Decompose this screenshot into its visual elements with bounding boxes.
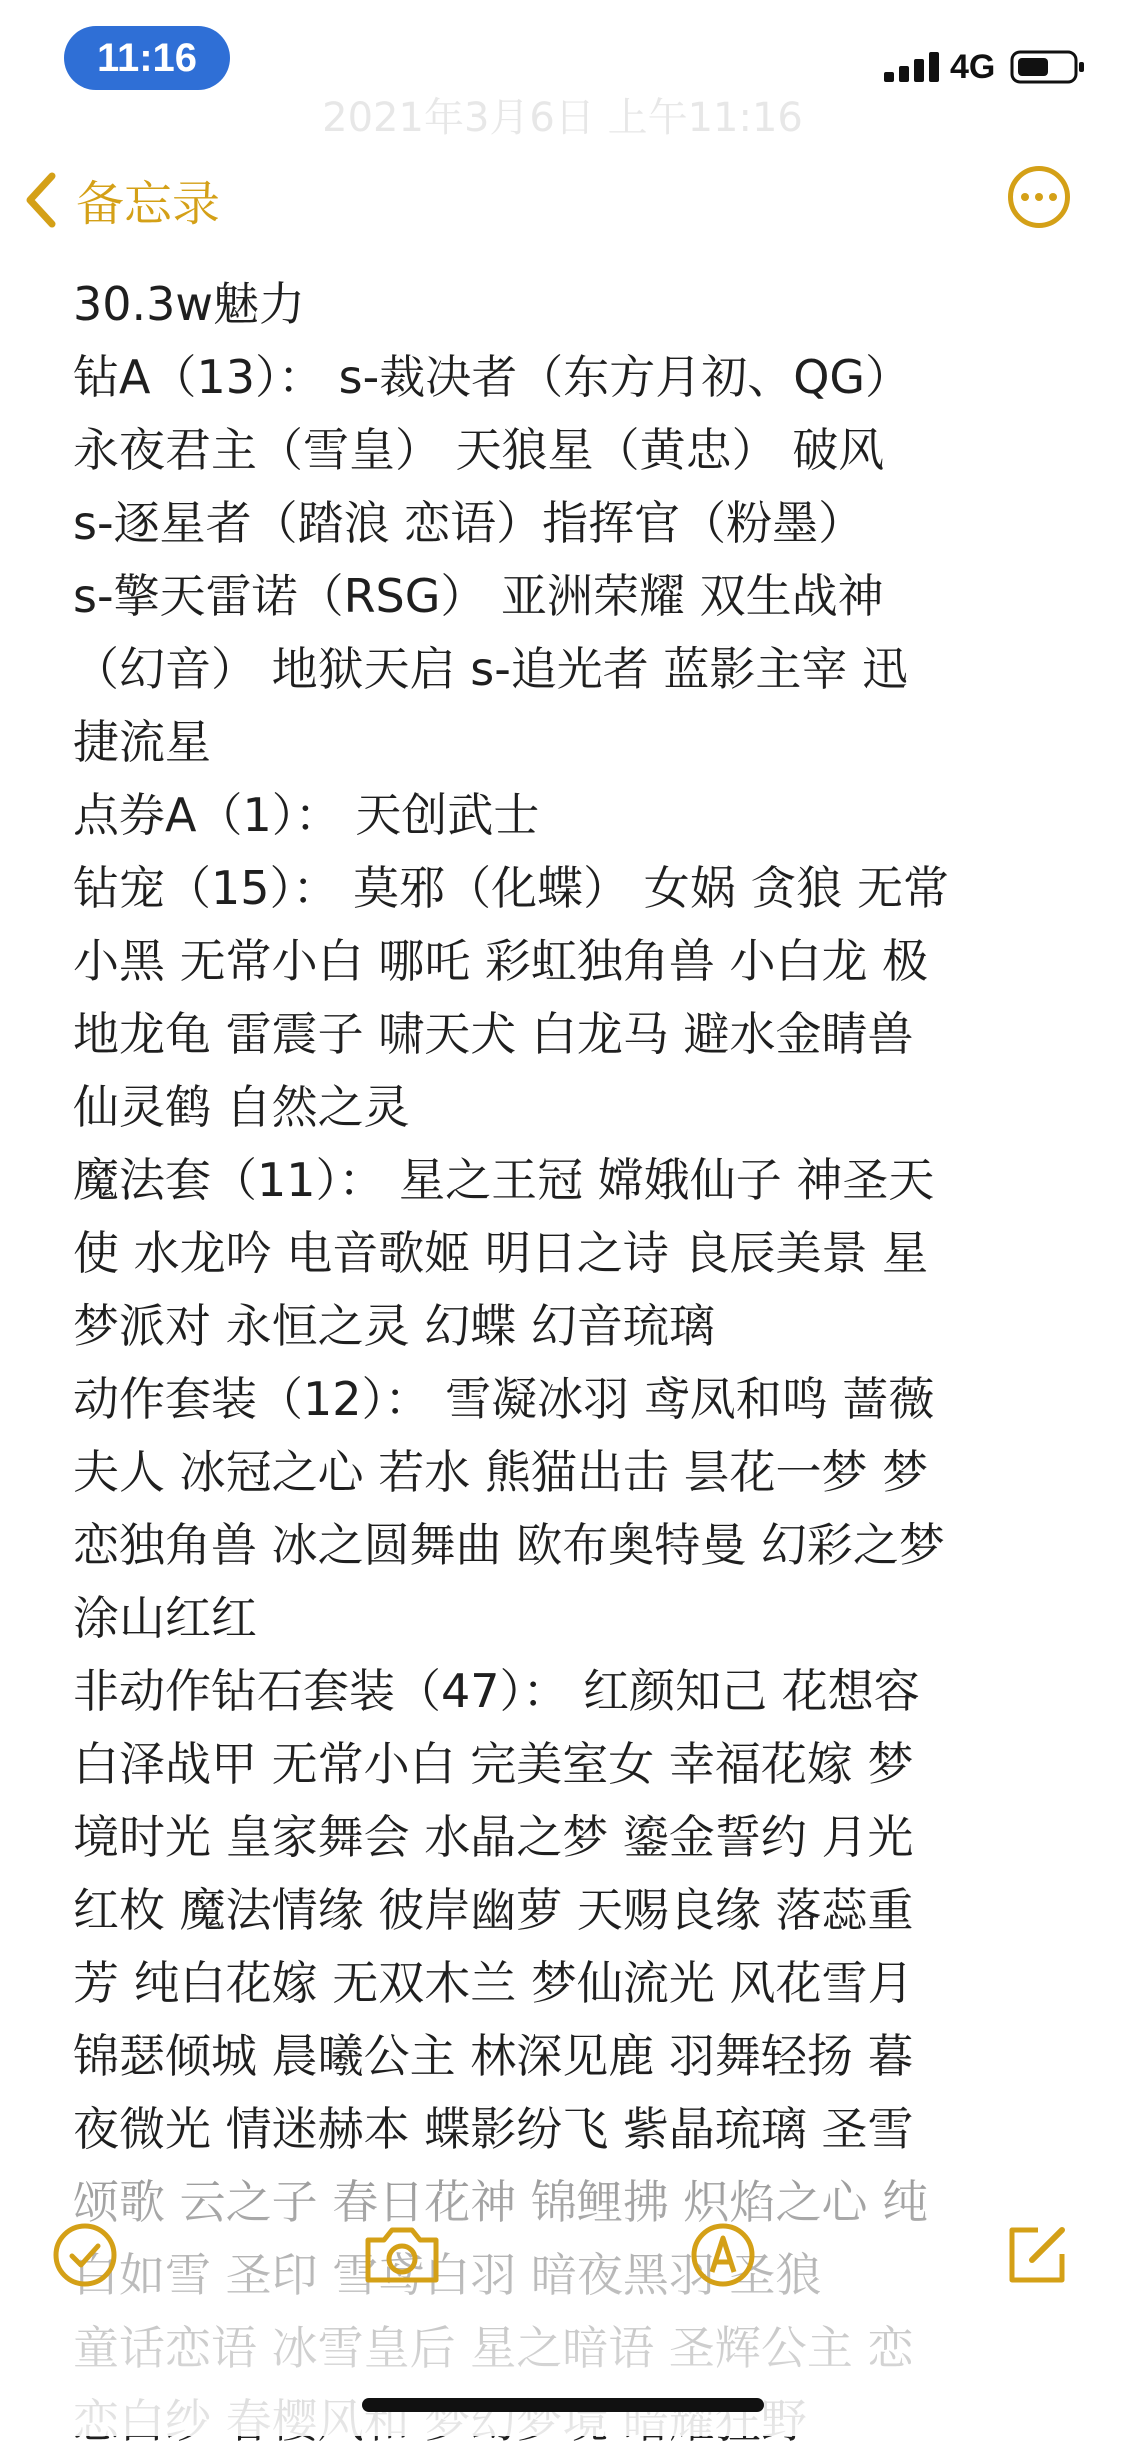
network-type: 4G xyxy=(950,48,996,86)
note-line: 仙灵鹤 自然之灵 xyxy=(73,1080,410,1134)
cellular-signal-icon xyxy=(884,50,956,82)
chevron-left-icon xyxy=(24,171,58,229)
note-line: 使 水龙吟 电音歌姬 明日之诗 良辰美景 星 xyxy=(73,1226,929,1280)
compose-icon[interactable] xyxy=(1004,2222,1070,2288)
status-time[interactable]: 11:16 xyxy=(64,26,230,90)
note-line: 锦瑟倾城 晨曦公主 林深见鹿 羽舞轻扬 暮 xyxy=(73,2029,914,2083)
bottom-toolbar xyxy=(0,2220,1125,2330)
back-label: 备忘录 xyxy=(76,176,221,232)
more-options-button[interactable] xyxy=(1008,166,1070,228)
note-line: 白泽战甲 无常小白 完美室女 幸福花嫁 梦 xyxy=(73,1737,914,1791)
note-line: 动作套装（12）： 雪凝冰羽 鸢凤和鸣 蔷薇 xyxy=(73,1372,935,1426)
note-line: s-逐星者（踏浪 恋语）指挥官（粉墨） xyxy=(73,496,865,550)
note-line: 梦派对 永恒之灵 幻蝶 幻音琉璃 xyxy=(73,1299,715,1353)
back-button[interactable] xyxy=(24,165,220,234)
note-line: 30.3w魅力 xyxy=(73,277,306,331)
home-indicator[interactable] xyxy=(362,2398,764,2412)
note-line: 夫人 冰冠之心 若水 熊猫出击 昙花一梦 梦 xyxy=(73,1445,929,1499)
note-line: 非动作钻石套装（47）： 红颜知己 花想容 xyxy=(73,1664,920,1718)
note-line: 恋独角兽 冰之圆舞曲 欧布奥特曼 幻彩之梦 xyxy=(73,1518,945,1572)
note-date-header: 2021年3月6日 上午11:16 xyxy=(322,95,803,141)
note-line: s-擎天雷诺（RSG） 亚洲荣耀 双生战神 xyxy=(73,569,884,623)
note-line: 魔法套（11）： 星之王冠 嫦娥仙子 神圣天 xyxy=(73,1153,935,1207)
note-line: 境时光 皇家舞会 水晶之梦 鎏金誓约 月光 xyxy=(73,1810,914,1864)
note-line: 芳 纯白花嫁 无双木兰 梦仙流光 风花雪月 xyxy=(73,1956,914,2010)
ellipsis-icon xyxy=(1021,193,1029,201)
ellipsis-dot xyxy=(1035,193,1043,201)
note-line: 钻宠（15）： 莫邪（化蝶） 女娲 贪狼 无常 xyxy=(73,861,950,915)
note-line: 红枚 魔法情缘 彼岸幽萝 天赐良缘 落蕊重 xyxy=(73,1883,914,1937)
note-line: 地龙龟 雷震子 啸天犬 白龙马 避水金睛兽 xyxy=(73,1007,914,1061)
note-line: 夜微光 情迷赫本 蝶影纷飞 紫晶琉璃 圣雪 xyxy=(73,2102,914,2156)
note-line: 永夜君主（雪皇） 天狼星（黄忠） 破风 xyxy=(73,423,885,477)
checklist-icon[interactable] xyxy=(52,2222,118,2288)
note-body[interactable] xyxy=(73,268,1073,2198)
note-line: 点券A（1）： 天创武士 xyxy=(73,788,540,842)
note-line: 捷流星 xyxy=(73,715,211,769)
battery-icon xyxy=(1010,50,1086,84)
note-line: 小黑 无常小白 哪吒 彩虹独角兽 小白龙 极 xyxy=(73,934,929,988)
note-line: （幻音） 地狱天启 s-追光者 蓝影主宰 迅 xyxy=(73,642,909,696)
ellipsis-dot xyxy=(1049,193,1057,201)
note-line: 钻A（13）： s-裁决者（东方月初、QG） xyxy=(73,350,912,404)
note-line: 涂山红红 xyxy=(73,1591,257,1645)
markup-pen-icon[interactable] xyxy=(690,2222,756,2288)
camera-icon[interactable] xyxy=(362,2222,442,2288)
